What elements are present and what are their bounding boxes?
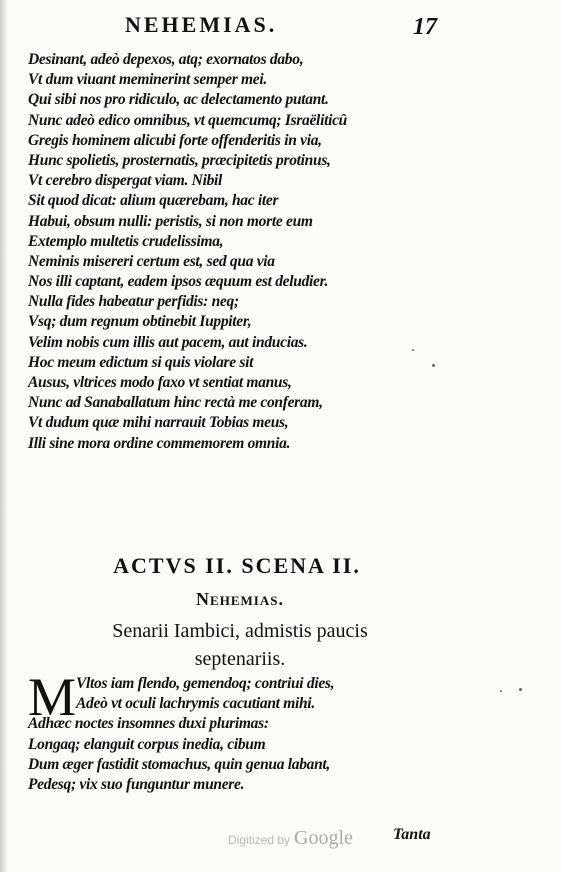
ink-speck [519,688,522,691]
verse-line: Nulla fides habeatur perfidis: neq; [28,293,239,311]
ink-speck [412,349,414,351]
digitized-watermark [228,827,353,850]
verse-line: Illi sine mora ordine commemorem omnia. [28,434,291,452]
verse-line: Pedesq; vix suo funguntur munere. [28,775,245,793]
verse-line: Vt dum viuant meminerint semper mei. [28,71,267,89]
meter-note-line: Senarii Iambici, admistis paucis [112,620,368,642]
google-logo: Google [294,827,353,849]
ink-speck [432,364,435,367]
speaker-name: Nehemias. [196,589,284,609]
verse-line: Extemplo multetis crudelissima, [28,232,224,250]
verse-line: Nunc adeò edico omnibus, vt quemcumq; Israëliticû [28,111,347,129]
catchword: Tanta [393,826,431,843]
verse-block-bottom [28,667,428,795]
verse-line: Gregis hominem alicubi forte offenderitis in via, [28,131,322,149]
verse-line: Vt dudum quæ mihi narrauit Tobias meus, [28,414,289,432]
verse-line: Hunc spolietis, prosternatis, præcipitetis protinus, [28,151,331,169]
verse-line: Hoc meum edictum si quis violare sit [28,353,254,371]
verse-line: Sit quod dicat: alium quærebam, hac iter [28,192,279,210]
verse-line: Desinant, adeò depexos, atq; exornatos dabo, [28,51,304,68]
drop-cap: M [28,667,77,727]
page-number: 17 [413,14,437,40]
verse-line: Habui, obsum nulli: peristis, si non morte eum [28,212,313,230]
verse-line: Longaq; elanguit corpus inedia, cibum [28,735,266,753]
act-scene-heading: ACTVS II. SCENA II. [113,553,361,578]
digitized-prefix: Digitized by [228,833,291,847]
ink-speck [500,690,502,692]
verse-line: Adeò vt oculi lachrymis cacutiant mihi. [76,695,315,713]
verse-line: Vt cerebro dispergat viam. Nibil [28,172,223,190]
verse-line: Ausus, vltrices modo faxo vt sentiat manus, [28,374,292,391]
verse-line: Adhæc noctes insomnes duxi plurimas: [28,715,269,733]
verse-line: Vltos iam flendo, gemendoq; contriui dies, [76,675,335,692]
verse-line: Vsq; dum regnum obtinebit Iuppiter, [28,313,252,331]
meter-note-line: septenariis. [194,648,286,670]
running-head: NEHEMIAS. [125,12,278,37]
verse-line: Dum æger fastidit stomachus, quin genua labant, [28,755,330,773]
binding-edge [0,0,8,872]
meter-note [90,617,390,673]
verse-line: Nunc ad Sanaballatum hinc rectà me conferam, [28,394,323,412]
verse-line: Velim nobis cum illis aut pacem, aut inducias. [28,333,308,351]
drop-cap-lines [28,674,428,714]
verse-line: Nos illi captant, eadem ipsos æquum est deludier. [28,273,329,291]
verse-line: Neminis misereri certum est, sed qua via [28,252,275,270]
verse-line: Qui sibi nos pro ridiculo, ac delectamento putant. [28,91,329,109]
verse-block-top [28,50,428,454]
